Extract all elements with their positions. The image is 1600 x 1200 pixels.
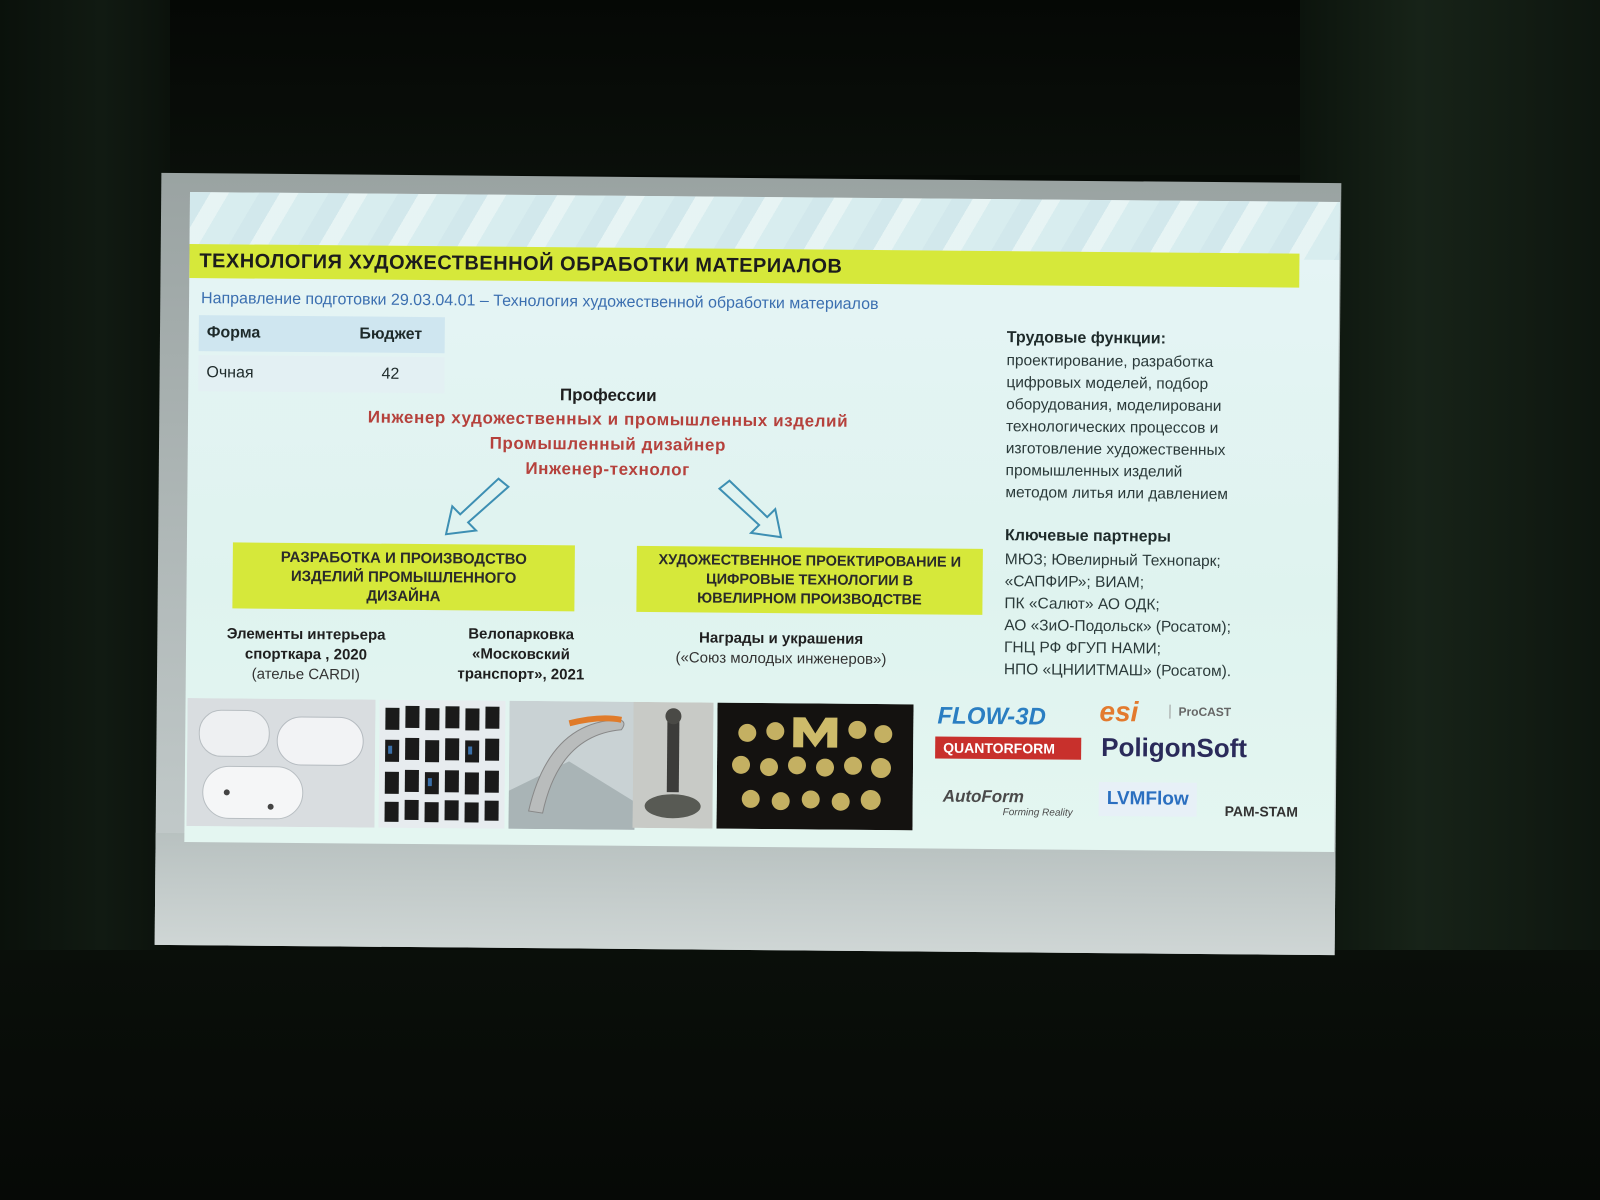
logo-autoform-tagline: Forming Reality: [1002, 807, 1073, 819]
labor-line: промышленных изделий: [1005, 462, 1183, 481]
photo-award-statue: [632, 702, 713, 829]
box-line: ЮВЕЛИРНОМ ПРОИЗВОДСТВЕ: [697, 589, 922, 608]
caption-line: (ателье CARDI): [251, 665, 361, 684]
partners-text: [1004, 549, 1335, 684]
caption-bike-parking: [436, 624, 607, 685]
box-line: РАЗРАБОТКА И ПРОИЗВОДСТВО: [280, 548, 527, 568]
box-industrial-design: [232, 542, 575, 611]
profession-item: Инженер-технолог: [525, 458, 690, 480]
partner-line: ПК «Салют» АО ОДК;: [1004, 595, 1160, 614]
arrow-down-right-icon: [715, 479, 786, 542]
logo-flow3d: FLOW-3D: [937, 702, 1046, 731]
labor-line: технологических процессов и: [1005, 418, 1219, 437]
partner-line: НПО «ЦНИИТМАШ» (Росатом).: [1003, 661, 1232, 681]
box-line: ДИЗАЙНА: [366, 587, 441, 605]
box-jewelry-design: [636, 546, 983, 615]
logo-pamstamp: PAM-STAM: [1224, 803, 1299, 820]
caption-line: спорткара , 2020: [244, 645, 368, 664]
caption-line: Велопарковка: [468, 625, 575, 644]
professions-title: Профессии: [559, 385, 657, 406]
caption-line: («Союз молодых инженеров»): [675, 649, 887, 669]
logo-lvmflow: LVMFlow: [1099, 782, 1197, 817]
caption-awards: [646, 628, 916, 670]
box-line: ЦИФРОВЫЕ ТЕХНОЛОГИИ В: [706, 571, 914, 589]
partner-line: ГНЦ РФ ФГУП НАМИ;: [1003, 639, 1162, 658]
logo-esi: esi: [1099, 695, 1139, 728]
labor-line: изготовление художественных: [1005, 440, 1226, 460]
logo-poligonsoft: PoligonSoft: [1101, 731, 1248, 764]
labor-line: методом литья или давлением: [1005, 484, 1229, 504]
header-budget: Бюджет: [359, 325, 423, 344]
box-line: ХУДОЖЕСТВЕННОЕ ПРОЕКТИРОВАНИЕ И: [658, 551, 962, 571]
screen-lower-margin: [155, 833, 1336, 955]
labor-functions-text: [1005, 350, 1336, 507]
logo-procast: ProCAST: [1169, 705, 1231, 720]
photo-bike-parking-parts: [378, 700, 505, 829]
box-line: ИЗДЕЛИЙ ПРОМЫШЛЕННОГО: [290, 567, 517, 587]
photo-bike-parking-arch: [508, 701, 635, 830]
header-form: Форма: [206, 324, 261, 342]
logo-quantorform: QUANTORFORM: [935, 737, 1081, 760]
dark-floor-area: [0, 950, 1600, 1200]
slide-subtitle: Направление подготовки 29.03.04.01 – Технология художественной обработки материалов: [200, 290, 879, 314]
caption-interior: [196, 624, 417, 686]
projected-slide: [184, 192, 1340, 852]
caption-line: Награды и украшения: [699, 629, 864, 648]
caption-line: «Московский: [472, 645, 570, 664]
partner-line: АО «ЗиО-Подольск» (Росатом);: [1004, 617, 1231, 637]
budget-table: [198, 315, 445, 393]
partners-title: Ключевые партнеры: [1004, 527, 1172, 546]
labor-line: оборудования, моделировани: [1006, 396, 1222, 416]
cell-budget: 42: [381, 365, 400, 383]
labor-functions-title: Трудовые функции:: [1006, 329, 1167, 348]
table-header: [199, 315, 445, 353]
photo-jewelry-collection: [716, 703, 913, 831]
labor-line: проектирование, разработка: [1006, 352, 1214, 371]
caption-line: транспорт», 2021: [457, 665, 585, 684]
partner-line: МЮЗ; Ювелирный Технопарк;: [1004, 551, 1221, 571]
profession-item: Инженер художественных и промышленных изделий: [367, 407, 849, 431]
slide-title: ТЕХНОЛОГИЯ ХУДОЖЕСТВЕННОЙ ОБРАБОТКИ МАТЕРИАЛОВ: [199, 250, 843, 278]
photo-car-interior-parts: [186, 698, 375, 828]
arrow-down-left-icon: [442, 476, 513, 539]
logo-autoform-text: AutoForm: [942, 786, 1025, 807]
cell-form: Очная: [206, 364, 254, 382]
caption-line: Элементы интерьера: [226, 625, 386, 644]
labor-line: цифровых моделей, подбор: [1006, 374, 1209, 393]
partner-line: «САПФИР»; ВИАМ;: [1004, 573, 1145, 592]
profession-item: Промышленный дизайнер: [489, 433, 727, 455]
logo-autoform: [943, 787, 1073, 819]
